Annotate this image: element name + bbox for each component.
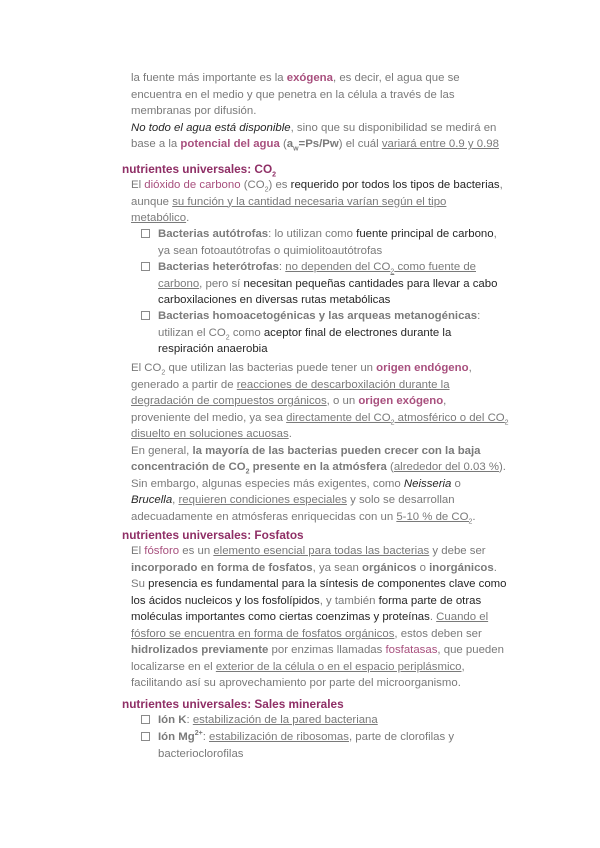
checkbox-icon bbox=[141, 311, 150, 320]
section-heading-co2: nutrientes universales: $CO_2$ bbox=[122, 162, 277, 179]
text: la fuente más importante es la bbox=[131, 72, 287, 84]
term-fosforo: fósforo bbox=[144, 545, 180, 557]
text: base a la bbox=[131, 138, 181, 150]
text: , es decir, el agua que se bbox=[332, 72, 460, 84]
checkbox-icon bbox=[141, 715, 150, 724]
checkbox-icon bbox=[141, 262, 150, 271]
term-fosfatasas: fosfatasas bbox=[385, 644, 438, 656]
list-item-heterotrofas: Bacterias heterótrofas: no dependen del $CO_2$ como fuente de carbono, pero sí necesitan pequeñas cantidades para llevar a cabo carboxilaciones en diversas rutas metabólicas bbox=[158, 259, 558, 309]
underlined-text: variará entre 0.9 y 0.98 bbox=[381, 138, 499, 150]
co2-intro-paragraph: El dióxido de carbono $(CO_2)$ es requerido por todos los tipos de bacterias, aunque su función y la cantidad necesaria varían según el tipo metabólico. bbox=[131, 179, 503, 224]
formula: $a_w=Ps/Pw$ bbox=[286, 138, 339, 153]
text: , sino que su disponibilidad se medirá en bbox=[290, 121, 497, 134]
text: ) el cuál bbox=[338, 138, 382, 150]
co2-origin-paragraph: El $CO_2$ que utilizan las bacterias puede tener un origen endógeno, generado a partir de reacciones de descarboxilación durante la degradación de compuestos orgánicos, o un origen exógeno, proveniente del medio, ya sea directamente del $CO_2$ atmosférico o del $CO_2$ disuelto en soluciones acuosas. En general, la mayoría de las bacterias pueden crecer con la baja concentración de $CO_2$ presente en la atmósfera (alrededor del 0.03 %). Sin embargo, algunas especies más exigentes, como Neisseria o Brucella, requieren condiciones especiales y solo se desarrollan adecuadamente en atmósferas enriquecidas con un 5-10 % de $CO_2$. bbox=[131, 362, 509, 525]
underlined-text: su función y la cantidad necesaria varían según el tipo bbox=[172, 195, 447, 208]
section-heading-sales: nutrientes universales: Sales minerales bbox=[122, 697, 344, 711]
term-exogena: exógena bbox=[286, 72, 333, 84]
list-item-ion-k: Ión K: estabilización de la pared bacteriana bbox=[158, 712, 558, 729]
term-potencial-agua: potencial del agua bbox=[180, 138, 280, 150]
emphasis-text: No todo el agua está disponible bbox=[131, 121, 291, 134]
list-item-ion-mg: Ión $Mg^{2+}$: estabilización de ribosomas, parte de clorofilas y bacterioclorofilas bbox=[158, 729, 558, 762]
fosfatos-paragraph: El fósforo es un elemento esencial para todas las bacterias y debe ser incorporado en forma de fosfatos, ya sean orgánicos o inorgánicos. Su presencia es fundamental para la síntesis de componentes clave como los ácidos nucleicos y los fosfolípidos, y también forma parte de otras moléculas importantes como ciertas coenzimas y proteínas. Cuando el fósforo se encuentra en forma de fosfatos orgánicos, estos deben ser hidrolizados previamente por enzimas llamadas fosfatasas, que pueden localizarse en el exterior de la célula o en el espacio periplásmico, facilitando así su aprovechamiento por parte del microorganismo. bbox=[131, 545, 507, 689]
text: membranas por difusión. bbox=[131, 105, 257, 117]
term-exogeno: origen exógeno bbox=[358, 395, 444, 407]
list-item-autotrofas: Bacterias autótrofas: lo utilizan como fuente principal de carbono, ya sean fotoautótrofas o quimiolitoautótrofas bbox=[158, 226, 558, 259]
term-dioxido: dióxido de carbono bbox=[144, 179, 241, 191]
section-heading-fosfatos: nutrientes universales: Fosfatos bbox=[122, 528, 304, 542]
intro-paragraph bbox=[131, 70, 571, 153]
key-text: requerido por todos los tipos de bacterias bbox=[290, 179, 500, 191]
list-item-homoacetogenicas: Bacterias homoacetogénicas y las arqueas metanogénicas: utilizan el $CO_2$ como aceptor final de electrones durante la respiración anaerobia bbox=[158, 308, 558, 358]
text: ( bbox=[279, 138, 287, 150]
underlined-text: metabólico bbox=[131, 212, 187, 224]
text: encuentra en el medio y que penetra en la célula a través de las bbox=[131, 88, 455, 101]
checkbox-icon bbox=[141, 229, 150, 238]
checkbox-icon bbox=[141, 732, 150, 741]
term-endogeno: origen endógeno bbox=[376, 362, 469, 374]
